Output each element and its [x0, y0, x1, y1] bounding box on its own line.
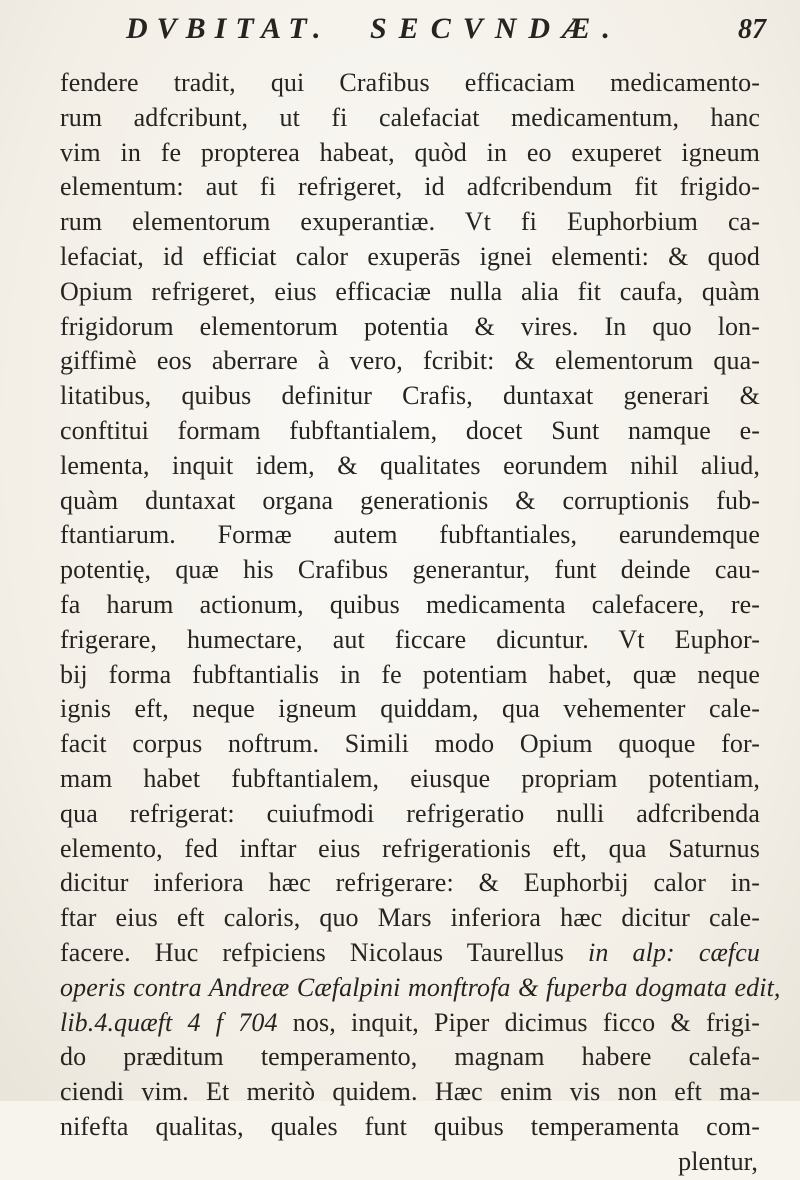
text-line: facere. Huc refpiciens Nicolaus Taurellus in alp: cæfcu [60, 937, 760, 967]
body-text [60, 66, 781, 1180]
text-line: potentię, quæ his Crafibus generantur, funt deinde cau- [60, 555, 760, 585]
text-line: rum adfcribunt, ut fi calefaciat medicamentum, hanc [60, 102, 760, 132]
running-head-right: SECVNDÆ. [370, 12, 622, 45]
italic-citation: operis contra Andreæ Cæfalpini monftrofa & fuperba dogmata edit, [60, 972, 781, 1002]
running-head [126, 12, 766, 54]
text-line: giffimè eos aberrare à vero, fcribit: & elementorum qua- [60, 346, 760, 376]
text-line: fendere tradit, qui Crafibus efficaciam medicamento- [60, 68, 760, 97]
text-line: rum elementorum exuperantiæ. Vt fi Euphorbium ca- [60, 207, 760, 237]
text-line: lefaciat, id efficiat calor exuperās ignei elementi: & quod [60, 241, 760, 271]
text-line: mam habet fubftantialem, eiusque propriam potentiam, [60, 763, 760, 793]
text-line: conftitui formam fubftantialem, docet Sunt namque e- [60, 415, 760, 445]
text-line: ignis eft, neque igneum quiddam, qua vehementer cale- [60, 694, 760, 724]
page-number: 87 [738, 14, 766, 45]
text-line: elemento, fed inftar eius refrigerationis eft, qua Saturnus [60, 833, 760, 863]
text-line: bij forma fubftantialis in fe potentiam habet, quæ neque [60, 659, 760, 689]
text-line: qua refrigerat: cuiufmodi refrigeratio nulli adfcribenda [60, 798, 760, 828]
catchword: plentur, [678, 1146, 758, 1176]
text-line: fa harum actionum, quibus medicamenta calefacere, re- [60, 589, 760, 619]
text-line: lementa, inquit idem, & qualitates eorundem nihil aliud, [60, 450, 760, 480]
text-line: nifefta qualitas, quales funt quibus temperamenta com- [60, 1111, 760, 1141]
text-line: litatibus, quibus definitur Crafis, duntaxat generari & [60, 381, 760, 411]
text-line: ciendi vim. Et meritò quidem. Hæc enim vis non eft ma- [60, 1077, 760, 1107]
text-line: ftar eius eft caloris, quo Mars inferiora hæc dicitur cale- [60, 903, 760, 933]
italic-citation: lib.4.quæft 4 f 704 [60, 1007, 278, 1037]
running-head-left: DVBITAT. [126, 12, 330, 45]
text-line: vim in fe propterea habeat, quòd in eo exuperet igneum [60, 137, 760, 167]
text-line: quàm duntaxat organa generationis & corruptionis fub- [60, 485, 760, 515]
italic-citation: in alp: cæfcu [588, 937, 760, 967]
text-line: dicitur inferiora hæc refrigerare: & Euphorbij calor in- [60, 868, 760, 898]
text-line: elementum: aut fi refrigeret, id adfcribendum fit frigido- [60, 172, 760, 202]
text-line [60, 971, 781, 1006]
text-line: lib.4.quæft 4 f 704 nos, inquit, Piper dicimus ficco & frigi- [60, 1007, 760, 1037]
text-line: facit corpus noftrum. Simili modo Opium quoque for- [60, 729, 760, 759]
text-line: ftantiarum. Formæ autem fubftantiales, earundemque [60, 520, 760, 550]
text-line: frigidorum elementorum potentia & vires. In quo lon- [60, 311, 760, 341]
text-line: do præditum temperamento, magnam habere calefa- [60, 1042, 760, 1072]
text-line: Opium refrigeret, eius efficaciæ nulla alia fit caufa, quàm [60, 276, 760, 306]
text-line: frigerare, humectare, aut ficcare dicuntur. Vt Euphor- [60, 624, 760, 654]
